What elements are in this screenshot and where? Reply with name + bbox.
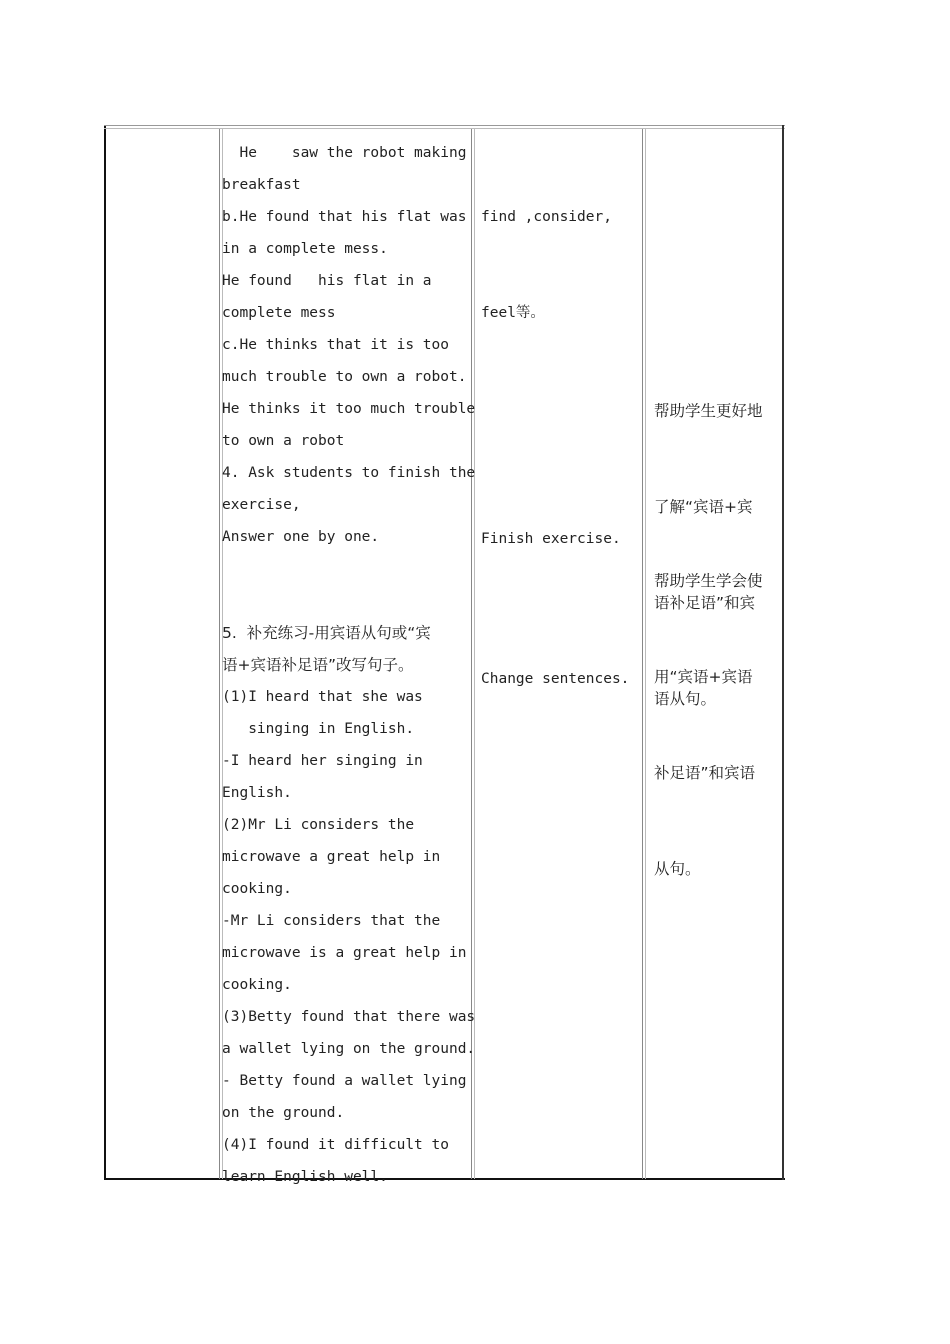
student-activity-column xyxy=(481,137,612,361)
teacher-activity-line: singing in English. xyxy=(222,721,415,737)
teacher-activity-line: breakfast xyxy=(222,177,301,193)
verb-list-line-1: find ,consider, xyxy=(481,209,612,225)
teacher-activity-line: He found his flat in a xyxy=(222,273,432,289)
teacher-activity-line: English. xyxy=(222,785,292,801)
teacher-activity-line: cooking. xyxy=(222,977,292,993)
teacher-activity-line: Answer one by one. xyxy=(222,529,380,545)
purpose-1-line: 了解“宾语+宾 xyxy=(654,498,753,516)
teacher-activity-line: (3)Betty found that there was xyxy=(222,1009,476,1025)
teacher-activity-line: much trouble to own a robot. xyxy=(222,369,467,385)
purpose-2-line: 用“宾语+宾语 xyxy=(654,668,753,686)
purpose-1-line: 语从句。 xyxy=(654,690,717,708)
purpose-2-line: 补足语”和宾语 xyxy=(654,764,756,782)
change-sentences-text xyxy=(481,599,629,727)
teacher-activity-line: in a complete mess. xyxy=(222,241,388,257)
teacher-activity-line: learn English well. xyxy=(222,1169,388,1185)
purpose-1-line: 帮助学生更好地 xyxy=(654,402,763,420)
change-sentences-label: Change sentences. xyxy=(481,671,630,687)
teacher-activity-line: a wallet lying on the ground. xyxy=(222,1041,476,1057)
purpose-2-line: 帮助学生学会使 xyxy=(654,572,763,590)
teacher-activity-line: (1)I heard that she was xyxy=(222,689,423,705)
purpose-block-2 xyxy=(654,501,763,917)
teacher-activity-line: He thinks it too much trouble xyxy=(222,401,476,417)
teacher-activity-line: (2)Mr Li considers the xyxy=(222,817,415,833)
column-divider-3 xyxy=(642,129,646,1179)
teacher-activity-line: cooking. xyxy=(222,881,292,897)
teacher-activity-line: - Betty found a wallet lying xyxy=(222,1073,467,1089)
teacher-activity-line: exercise, xyxy=(222,497,301,513)
teacher-activity-line: 5. 补充练习-用宾语从句或“宾 xyxy=(222,624,431,642)
teacher-activity-line: microwave a great help in xyxy=(222,849,441,865)
purpose-1-line: 语补足语”和宾 xyxy=(654,594,756,612)
purpose-2-line: 从句。 xyxy=(654,860,701,878)
teacher-activity-line: c.He thinks that it is too xyxy=(222,337,449,353)
teacher-activity-line: (4)I found it difficult to xyxy=(222,1137,449,1153)
finish-exercise-text xyxy=(481,459,621,587)
teacher-activity-line: on the ground. xyxy=(222,1105,345,1121)
teacher-activity-line: He saw the robot making xyxy=(222,145,467,161)
teacher-activity-line: -I heard her singing in xyxy=(222,753,423,769)
teacher-activity-line: 4. Ask students to finish the xyxy=(222,465,476,481)
teacher-activity-line: complete mess xyxy=(222,305,336,321)
teacher-activity-column xyxy=(222,137,475,1193)
teacher-activity-line xyxy=(222,585,475,617)
teacher-activity-line: to own a robot xyxy=(222,433,345,449)
teacher-activity-line xyxy=(222,553,475,585)
teacher-activity-line: 语+宾语补足语”改写句子。 xyxy=(222,656,414,674)
teacher-activity-line: b.He found that his flat was xyxy=(222,209,467,225)
teacher-activity-line: -Mr Li considers that the xyxy=(222,913,441,929)
table-right-border xyxy=(782,125,784,1180)
finish-exercise-label: Finish exercise. xyxy=(481,531,621,547)
verb-list-line-2: feel等。 xyxy=(481,305,545,321)
teacher-activity-line: microwave is a great help in xyxy=(222,945,467,961)
table-top-border xyxy=(104,125,785,129)
